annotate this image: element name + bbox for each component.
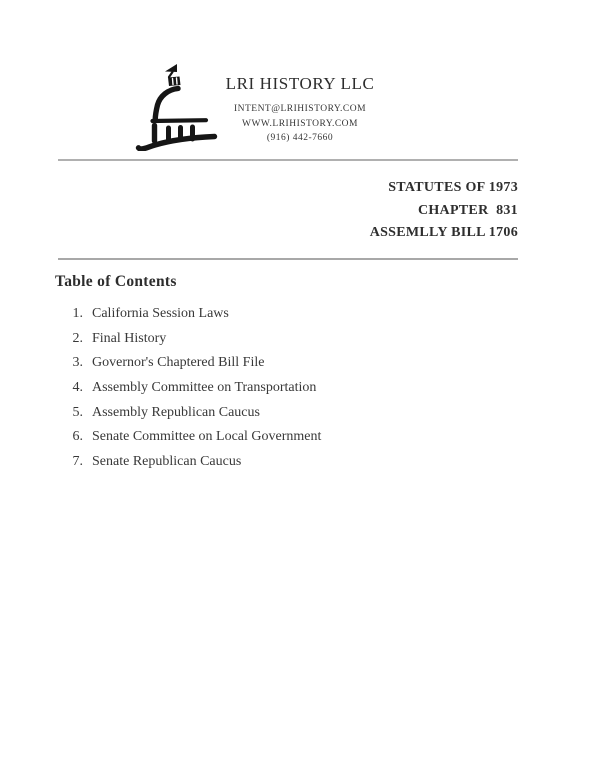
chapter-line: CHAPTER 831 (417, 202, 518, 218)
company-contact-block (0, 102, 600, 146)
toc-item-number: 3. (72, 355, 83, 371)
company-email: INTENT@LRIHISTORY.COM (233, 104, 367, 114)
toc-item-label: Governor's Chaptered Bill File (92, 355, 265, 371)
reference-divider (58, 258, 518, 260)
letterhead (0, 73, 600, 146)
bill-line: ASSEMLLY BILL 1706 (369, 225, 518, 240)
toc-item-number: 7. (72, 454, 83, 470)
toc-item (69, 355, 321, 370)
company-phone: (916) 442-7660 (266, 133, 334, 143)
toc-item-label: Senate Republican Caucus (92, 454, 242, 470)
toc-item-label: Senate Committee on Local Government (92, 429, 322, 445)
statutes-line: STATUTES OF 1973 (388, 180, 518, 195)
toc-item-label: Assembly Republican Caucus (92, 404, 260, 420)
toc-item (69, 405, 321, 420)
toc-item-label: Assembly Committee on Transportation (92, 380, 317, 396)
toc-item-label: California Session Laws (92, 306, 229, 321)
company-website: WWW.LRIHISTORY.COM (242, 118, 358, 129)
logo-flag (165, 64, 177, 72)
toc-item (69, 380, 321, 395)
company-name: LRI HISTORY LLC (225, 74, 375, 93)
toc-list (69, 306, 321, 479)
toc-item (69, 306, 321, 321)
toc-item-number: 5. (72, 404, 83, 420)
toc-item-number: 2. (72, 330, 83, 346)
toc-item-number: 4. (72, 380, 83, 396)
toc-item-number: 6. (72, 429, 83, 445)
reference-block (370, 177, 518, 245)
header-divider (58, 159, 518, 161)
toc-item (69, 331, 321, 346)
toc-item (69, 454, 321, 469)
toc-item-label: Final History (92, 330, 167, 346)
toc-heading: Table of Contents (55, 273, 177, 290)
toc-item (69, 429, 321, 444)
toc-item-number: 1. (72, 306, 83, 321)
